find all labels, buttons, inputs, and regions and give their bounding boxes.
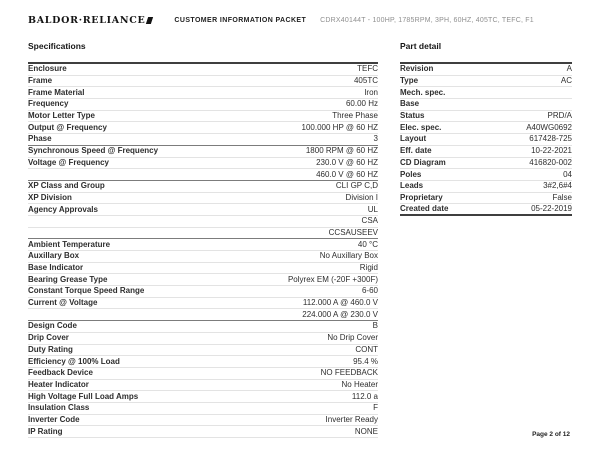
spec-table-row [28, 99, 378, 111]
row-label: Duty Rating [28, 344, 73, 354]
spec-table-row [28, 298, 378, 310]
row-value: No Auxillary Box [319, 251, 378, 261]
row-label: Phase [28, 134, 52, 144]
row-label: Output @ Frequency [28, 122, 107, 132]
spec-table-row [28, 251, 378, 263]
document-title: CUSTOMER INFORMATION PACKET [174, 17, 307, 24]
row-value: 40 °C [357, 239, 378, 249]
row-label: Status [400, 111, 425, 121]
row-label: Proprietary [400, 192, 443, 202]
row-value: AC [560, 76, 572, 86]
product-code: CDRX40144T - 100HP, 1785RPM, 3PH, 60HZ, 405TC, TEFC, F1 [320, 17, 534, 24]
row-label: Design Code [28, 321, 77, 331]
row-value: CONT [355, 344, 378, 354]
row-value: NONE [354, 426, 378, 436]
spec-table-row [28, 76, 378, 88]
spec-table-row [28, 134, 378, 146]
row-value: 112.000 A @ 460.0 V [302, 298, 378, 308]
part-detail-row [400, 204, 572, 216]
row-label: Frequency [28, 99, 69, 109]
spec-table-row [28, 158, 378, 170]
row-value: 230.0 V @ 60 HZ [316, 157, 378, 167]
row-label: Inverter Code [28, 414, 80, 424]
spec-table-row [28, 122, 378, 134]
row-value: False [552, 192, 572, 202]
page-number: Page 2 of 12 [532, 431, 570, 438]
row-label: Motor Letter Type [28, 111, 95, 121]
spec-table-row [28, 204, 378, 216]
part-detail-row [400, 99, 572, 111]
spec-table-row [28, 309, 378, 321]
spec-table-row [28, 216, 378, 228]
part-detail-row [400, 122, 572, 134]
row-value: Iron [364, 87, 378, 97]
row-label: Ambient Temperature [28, 239, 111, 249]
row-value: 112.0 a [351, 391, 378, 401]
row-label: Type [400, 76, 419, 86]
part-detail-heading: Part detail [400, 41, 442, 51]
specifications-heading: Specifications [28, 41, 86, 51]
spec-table-row [28, 146, 378, 158]
spec-table-row [28, 263, 378, 275]
part-detail-section [400, 41, 572, 216]
row-label: XP Division [28, 192, 72, 202]
row-value: 460.0 V @ 60 HZ [316, 169, 378, 179]
part-detail-row [400, 169, 572, 181]
row-value: UL [367, 204, 378, 214]
row-value: 224.000 A @ 230.0 V [302, 309, 378, 319]
row-value: 05-22-2019 [531, 204, 572, 214]
row-value: B [372, 321, 378, 331]
row-value: 405TC [353, 76, 378, 86]
row-label: Auxillary Box [28, 251, 80, 261]
row-label: Feedback Device [28, 368, 93, 378]
row-label: Poles [400, 169, 422, 179]
part-detail-row [400, 146, 572, 158]
spec-table-row [28, 356, 378, 368]
row-value: 60.00 Hz [345, 99, 378, 109]
row-label: High Voltage Full Load Amps [28, 391, 139, 401]
row-label: Leads [400, 181, 424, 191]
part-detail-row [400, 76, 572, 88]
spec-table-row [28, 333, 378, 345]
document-header [28, 15, 572, 26]
row-value: Rigid [359, 263, 378, 273]
row-label: Eff. date [400, 146, 432, 156]
spec-table-row [28, 403, 378, 415]
row-label: Agency Approvals [28, 204, 98, 214]
part-detail-row [400, 134, 572, 146]
row-value: PRD/A [547, 111, 572, 121]
row-label: Enclosure [28, 64, 67, 74]
row-value: CSA [361, 216, 378, 226]
row-label: Base Indicator [28, 263, 84, 273]
part-detail-row [400, 181, 572, 193]
specifications-table [28, 62, 378, 438]
row-label: XP Class and Group [28, 181, 105, 191]
spec-table-row [28, 111, 378, 123]
row-value: Polyrex EM (-20F +300F) [287, 274, 378, 284]
spec-table-row [28, 321, 378, 333]
row-value: Three Phase [332, 111, 378, 121]
row-value: F [373, 403, 378, 413]
row-label: Base [400, 99, 420, 109]
row-label: Revision [400, 64, 434, 74]
row-value: No Drip Cover [327, 333, 378, 343]
row-value: A40WG0692 [526, 122, 572, 132]
row-value: NO FEEDBACK [320, 368, 378, 378]
specifications-section [28, 41, 378, 438]
spec-table-row [28, 64, 378, 76]
row-label: Created date [400, 204, 449, 214]
row-value: Division I [345, 192, 378, 202]
row-label: Bearing Grease Type [28, 274, 108, 284]
row-label: CD Diagram [400, 157, 446, 167]
spec-table-row [28, 228, 378, 240]
part-detail-row [400, 158, 572, 170]
row-value: TEFC [357, 64, 378, 74]
row-value: 3#2,6#4 [543, 181, 572, 191]
row-label: IP Rating [28, 426, 63, 436]
part-detail-row [400, 111, 572, 123]
spec-table-row [28, 368, 378, 380]
spec-table-row [28, 274, 378, 286]
row-value: 10-22-2021 [531, 146, 572, 156]
row-label: Mech. spec. [400, 87, 446, 97]
row-label: Insulation Class [28, 403, 90, 413]
row-value: 6-60 [361, 286, 378, 296]
row-value: 95.4 % [353, 356, 378, 366]
row-value: Inverter Ready [325, 414, 378, 424]
spec-table-row [28, 193, 378, 205]
part-detail-row [400, 64, 572, 76]
part-detail-row [400, 193, 572, 205]
row-label: Elec. spec. [400, 122, 442, 132]
spec-table-row [28, 345, 378, 357]
spec-table-row [28, 391, 378, 403]
part-detail-table [400, 62, 572, 216]
row-value: 04 [563, 169, 572, 179]
row-value: CLI GP C,D [335, 181, 378, 191]
spec-table-row [28, 415, 378, 427]
row-label: Synchronous Speed @ Frequency [28, 146, 159, 156]
baldor-reliance-logo [28, 15, 152, 26]
row-label: Layout [400, 134, 427, 144]
spec-table-row [28, 380, 378, 392]
row-value: No Heater [341, 379, 378, 389]
logo-flag-icon [146, 17, 153, 24]
row-value: 1800 RPM @ 60 HZ [305, 146, 378, 156]
spec-table-row [28, 87, 378, 99]
row-value: 100.000 HP @ 60 HZ [301, 122, 378, 132]
row-label: Heater Indicator [28, 379, 89, 389]
row-label: Frame Material [28, 87, 85, 97]
spec-table-row [28, 286, 378, 298]
row-value: A [566, 64, 572, 74]
row-value: 617428-725 [529, 134, 572, 144]
logo-text: BALDOR·RELIANCE [28, 15, 146, 26]
row-value: 3 [373, 134, 378, 144]
row-label: Drip Cover [28, 333, 69, 343]
row-label: Constant Torque Speed Range [28, 286, 145, 296]
spec-table-row [28, 169, 378, 181]
row-label: Frame [28, 76, 53, 86]
row-value: CCSAUSEEV [328, 227, 378, 237]
row-label: Current @ Voltage [28, 298, 98, 308]
part-detail-row [400, 87, 572, 99]
spec-table-row [28, 181, 378, 193]
spec-table-row [28, 239, 378, 251]
row-label: Efficiency @ 100% Load [28, 356, 120, 366]
spec-table-row [28, 426, 378, 438]
row-value: 416820-002 [529, 157, 572, 167]
row-label: Voltage @ Frequency [28, 157, 110, 167]
